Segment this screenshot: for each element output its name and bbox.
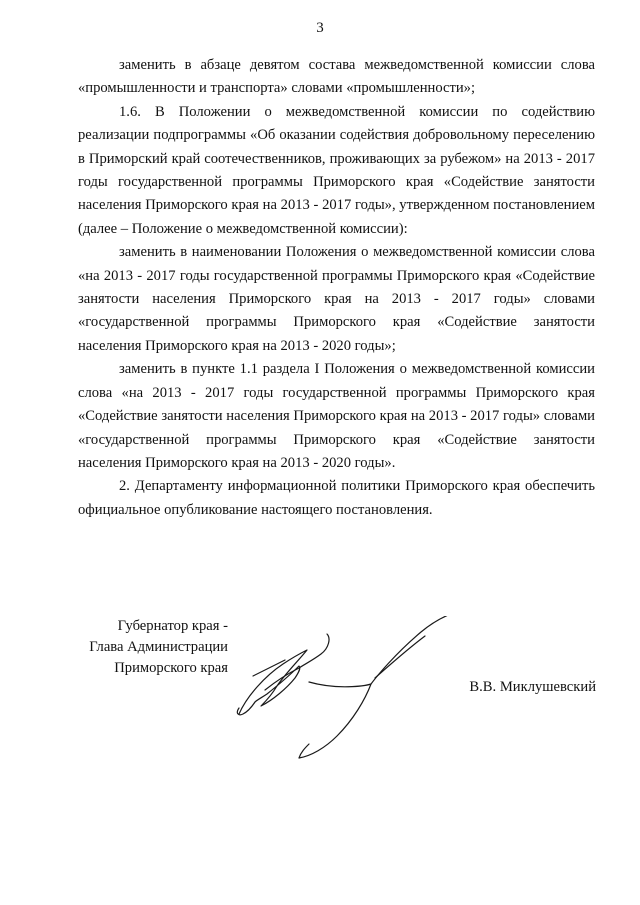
- signer-title-line: Губернатор края -: [117, 618, 228, 634]
- paragraph: 1.6. В Положении о межведомственной комиссии по содействию реализации подпрограммы «Об оказании содействия добровольному переселению в Приморский край соотечественников, проживающих за рубежом» на 2013 - 2017 годы государственной программы Приморского края «Содействие занятости населения Приморского края на 2013 - 2017 годы», утвержденном постановлением (далее – Положение о межведомственной комиссии):: [78, 103, 595, 237]
- paragraph: 2. Департаменту информационной политики Приморского края обеспечить официальное опубликование настоящего постановления.: [78, 478, 595, 518]
- signer-name: В.В. Миклушевский: [469, 679, 596, 695]
- signature-block: [0, 616, 640, 766]
- signer-title: [78, 616, 228, 679]
- paragraph: заменить в наименовании Положения о межведомственной комиссии слова «на 2013 - 2017 годы государственной программы Приморского края «Содействие занятости населения Приморского края на 2013 - 2017 годы» словами «государственной программы Приморского края «Содействие занятости населения Приморского края на 2013 - 2020 годы»;: [78, 244, 595, 354]
- page-number: 3: [316, 20, 324, 36]
- paragraph: заменить в абзаце девятом состава межведомственной комиссии слова «промышленности и транспорта» словами «промышленности»;: [78, 57, 595, 97]
- paragraph: заменить в пункте 1.1 раздела I Положения о межведомственной комиссии слова «на 2013 - 2017 годы государственной программы Приморского края «Содействие занятости населения Приморского края на 2013 - 2017 годы» словами «государственной программы Приморского края «Содействие занятости населения Приморского края на 2013 - 2020 годы».: [78, 361, 595, 471]
- signer-title-line: Приморского края: [114, 660, 228, 676]
- document-body: [78, 54, 595, 522]
- handwritten-signature: [225, 616, 485, 766]
- signer-title-line: Глава Администрации: [89, 639, 228, 655]
